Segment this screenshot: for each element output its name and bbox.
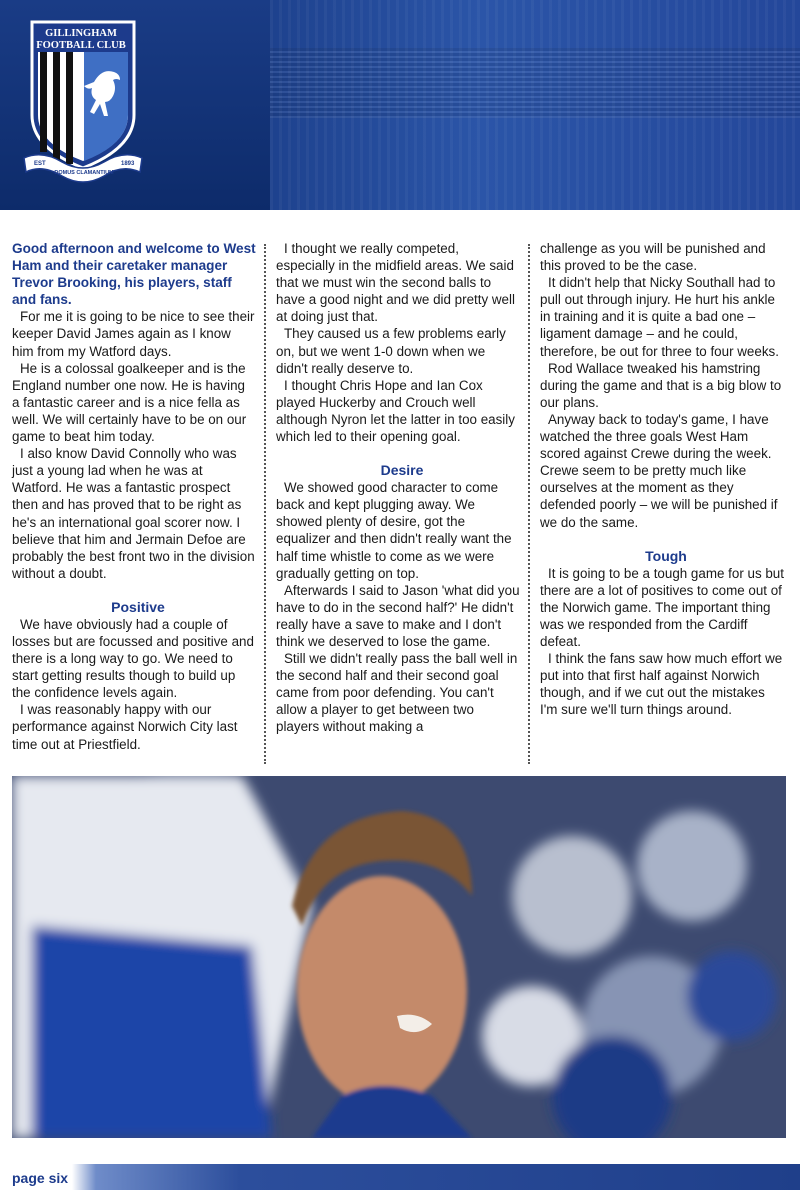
- paragraph: Afterwards I said to Jason 'what did you have to do in the second half?' He didn't really have a save to make and I don't think we deserved to lose the game.: [276, 582, 520, 649]
- column-divider: [528, 244, 530, 764]
- paragraph: Anyway back to today's game, I have watched the three goals West Ham scored against Crewe during the week. Crewe seem to be pretty much like ourselves at the moment as they defended poorly – we will be punished if we do the same.: [540, 411, 778, 530]
- manager-photo: [12, 776, 786, 1138]
- paragraph: I thought we really competed, especially in the midfield areas. We said that we must win the second balls to have a good night and we did pretty well at doing just that.: [276, 241, 515, 325]
- article-column-3: [540, 240, 784, 718]
- crest-club-name: [22, 28, 140, 52]
- photo-image: [12, 776, 786, 1138]
- article-intro: Good afternoon and welcome to West Ham and their caretaker manager Trevor Brooking, his players, staff and fans.: [12, 241, 256, 308]
- crest-name-line1: GILLINGHAM: [45, 28, 117, 39]
- paragraph: It is going to be a tough game for us but there are a lot of positives to come out of the Norwich game. The important thing was we responded from the Cardiff defeat.: [540, 565, 784, 649]
- column-divider: [264, 244, 266, 764]
- paragraph: We have obviously had a couple of losses but are focussed and positive and there is a long way to go. We need to start getting results though to build up the confidence levels again.: [12, 616, 254, 701]
- subheading-positive: Positive: [111, 598, 165, 615]
- subheading-desire: Desire: [380, 462, 424, 479]
- paragraph-continuation: challenge as you will be punished and this proved to be the case.: [540, 241, 766, 274]
- paragraph: They caused us a few problems early on, but we went 1-0 down when we didn't really deserve to.: [276, 326, 506, 376]
- club-crest: [22, 20, 162, 190]
- paragraph: I thought Chris Hope and Ian Cox played Huckerby and Crouch well although Nyron let the latter in too easily which led to their opening goal.: [276, 377, 515, 445]
- header-stripe-band: [270, 48, 800, 118]
- paragraph: It didn't help that Nicky Southall had to pull out through injury. He hurt his ankle in training and it is quite a bad one – ligament damage – and he could, therefore, be out for three to four weeks.: [540, 275, 779, 359]
- header-banner: [0, 0, 800, 210]
- crest-name-line2: FOOTBALL CLUB: [36, 40, 126, 51]
- paragraph: I think the fans saw how much effort we put into that first half against Norwich though, and if we cut out the mistakes I'm sure we'll turn things around.: [540, 651, 783, 718]
- page-number-label: page six: [12, 1170, 69, 1186]
- article-column-1: [12, 240, 256, 753]
- paragraph: We showed good character to come back and kept plugging away. We showed plenty of desire, got the equalizer and then didn't really want the half time whistle to come as we were gradually getting on top.: [276, 480, 512, 581]
- crest-year: 1893: [121, 161, 135, 167]
- footer-bar: [0, 1164, 800, 1190]
- paragraph: I also know David Connolly who was just a young lad when he was at Watford. He was a fantastic prospect then and has proved that to be right as he's an international goal scorer now. I believe that him and Jermain Defoe are probably the best front two in the division without a doubt.: [12, 446, 255, 581]
- article-body: [0, 240, 800, 770]
- paragraph: I was reasonably happy with our performance against Norwich City last time out at Priestfield.: [12, 702, 238, 752]
- subheading-tough: Tough: [645, 547, 687, 564]
- paragraph: He is a colossal goalkeeper and is the England number one now. He is having a fantastic career and is a nice fella as well. We will certainly have to be on our game to beat him today.: [12, 360, 247, 445]
- paragraph: Rod Wallace tweaked his hamstring during the game and that is a big blow to our plans.: [540, 360, 782, 410]
- paragraph: For me it is going to be nice to see their keeper David James again as I know him from my Watford days.: [12, 309, 255, 359]
- crest-motto: DOMUS CLAMANTIUM: [54, 170, 114, 176]
- crest-est-label: EST: [34, 161, 46, 167]
- article-column-2: [276, 240, 520, 736]
- paragraph: Still we didn't really pass the ball well in the second half and their second goal came from poor defending. You can't allow a player to get between two players without making a: [276, 651, 518, 735]
